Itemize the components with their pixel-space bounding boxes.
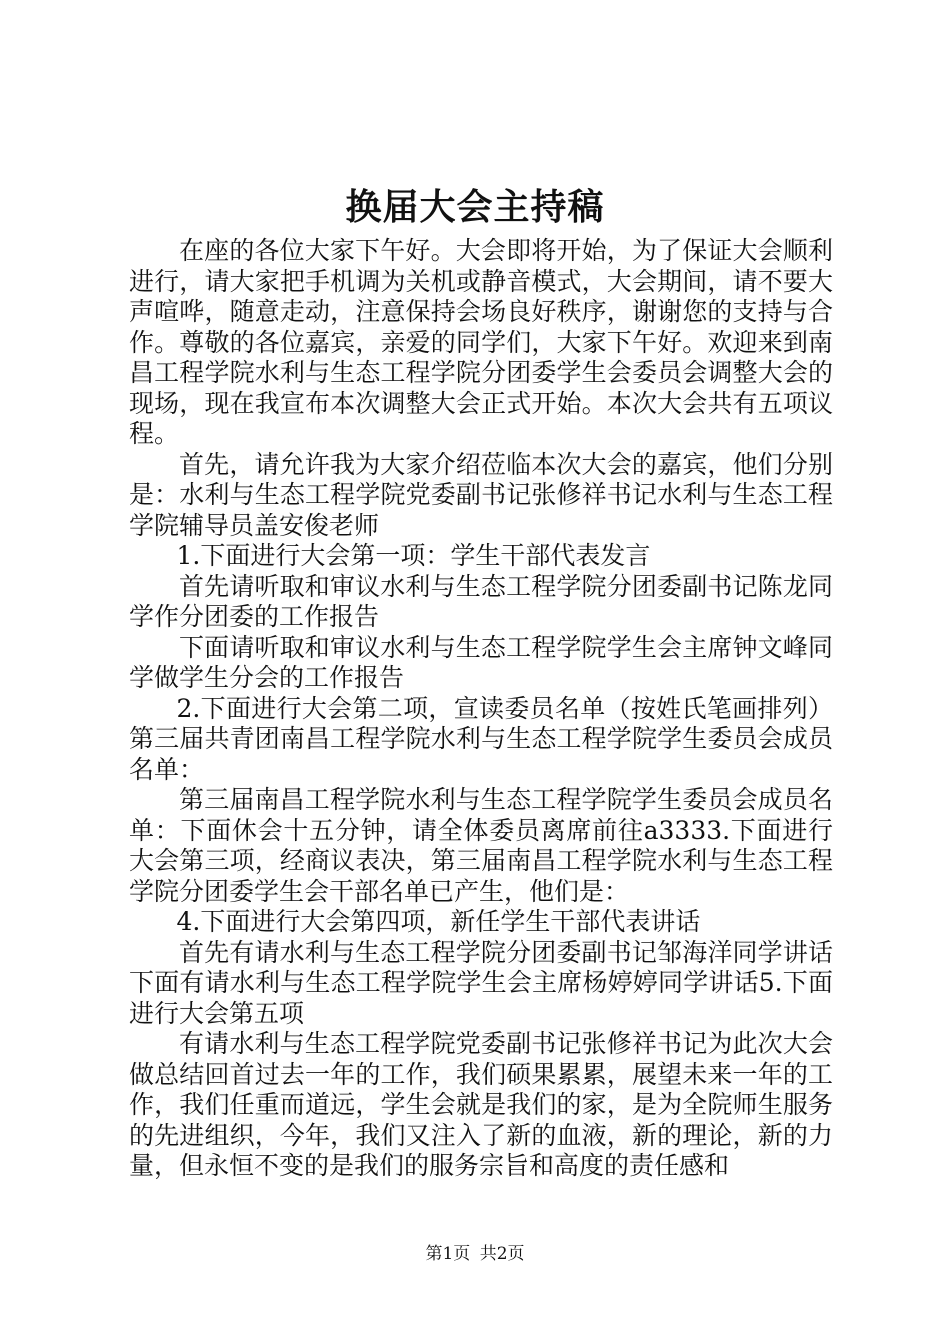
agenda-item-4: 4.下面进行大会第四项，新任学生干部代表讲话	[176, 907, 701, 936]
paragraph-opening: 在座的各位大家下午好。大会即将开始，为了保证大会顺利进行，请大家把手机调为关机或静音模式，大会期间，请不要大声喧哗，随意走动，注意保持会场良好秩序，谢谢您的支持与合作。尊敬的各位嘉宾，亲爱的同学们，大家下午好。欢迎来到南昌工程学院水利与生态工程学院分团委学生会委员会调整大会的现场，现在我宣布本次调整大会正式开始。本次大会共有五项议程。	[129, 236, 833, 448]
agenda-item-1: 1.下面进行大会第一项：学生干部代表发言	[176, 541, 651, 570]
paragraph-report-1: 首先请听取和审议水利与生态工程学院分团委副书记陈龙同学作分团委的工作报告	[129, 571, 833, 631]
document-body	[129, 236, 833, 1182]
page-number: 第1页	[425, 1244, 471, 1264]
agenda-item-2: 2.下面进行大会第二项，宣读委员名单（按姓氏笔画排列）第三届共青团南昌工程学院水利与生态工程学院学生委员会成员名单：	[129, 693, 833, 784]
paragraph-report-2: 下面请听取和审议水利与生态工程学院学生会主席钟文峰同学做学生分会的工作报告	[129, 632, 833, 692]
page-total: 共2页	[479, 1244, 525, 1264]
paragraph-guests: 首先，请允许我为大家介绍莅临本次大会的嘉宾，他们分别是：水利与生态工程学院党委副书记张修祥书记水利与生态工程学院辅导员盖安俊老师	[129, 449, 833, 540]
paragraph-member-list: 第三届南昌工程学院水利与生态工程学院学生委员会成员名单：下面休会十五分钟，请全体委员离席前往a3333.下面进行大会第三项，经商议表决，第三届南昌工程学院水利与生态工程学院分团委学生会干部名单已产生，他们是：	[129, 785, 833, 906]
paragraph-summary: 有请水利与生态工程学院党委副书记张修祥书记为此次大会做总结回首过去一年的工作，我们硕果累累，展望未来一年的工作，我们任重而道远，学生会就是我们的家，是为全院师生服务的先进组织，今年，我们又注入了新的血液，新的理论，新的力量，但永恒不变的是我们的服务宗旨和高度的责任感和	[129, 1029, 833, 1180]
document-title: 换届大会主持稿	[345, 187, 605, 228]
page-footer	[0, 1243, 950, 1265]
paragraph-speeches: 首先有请水利与生态工程学院分团委副书记邹海洋同学讲话下面有请水利与生态工程学院学生会主席杨婷婷同学讲话5.下面进行大会第五项	[129, 937, 833, 1028]
